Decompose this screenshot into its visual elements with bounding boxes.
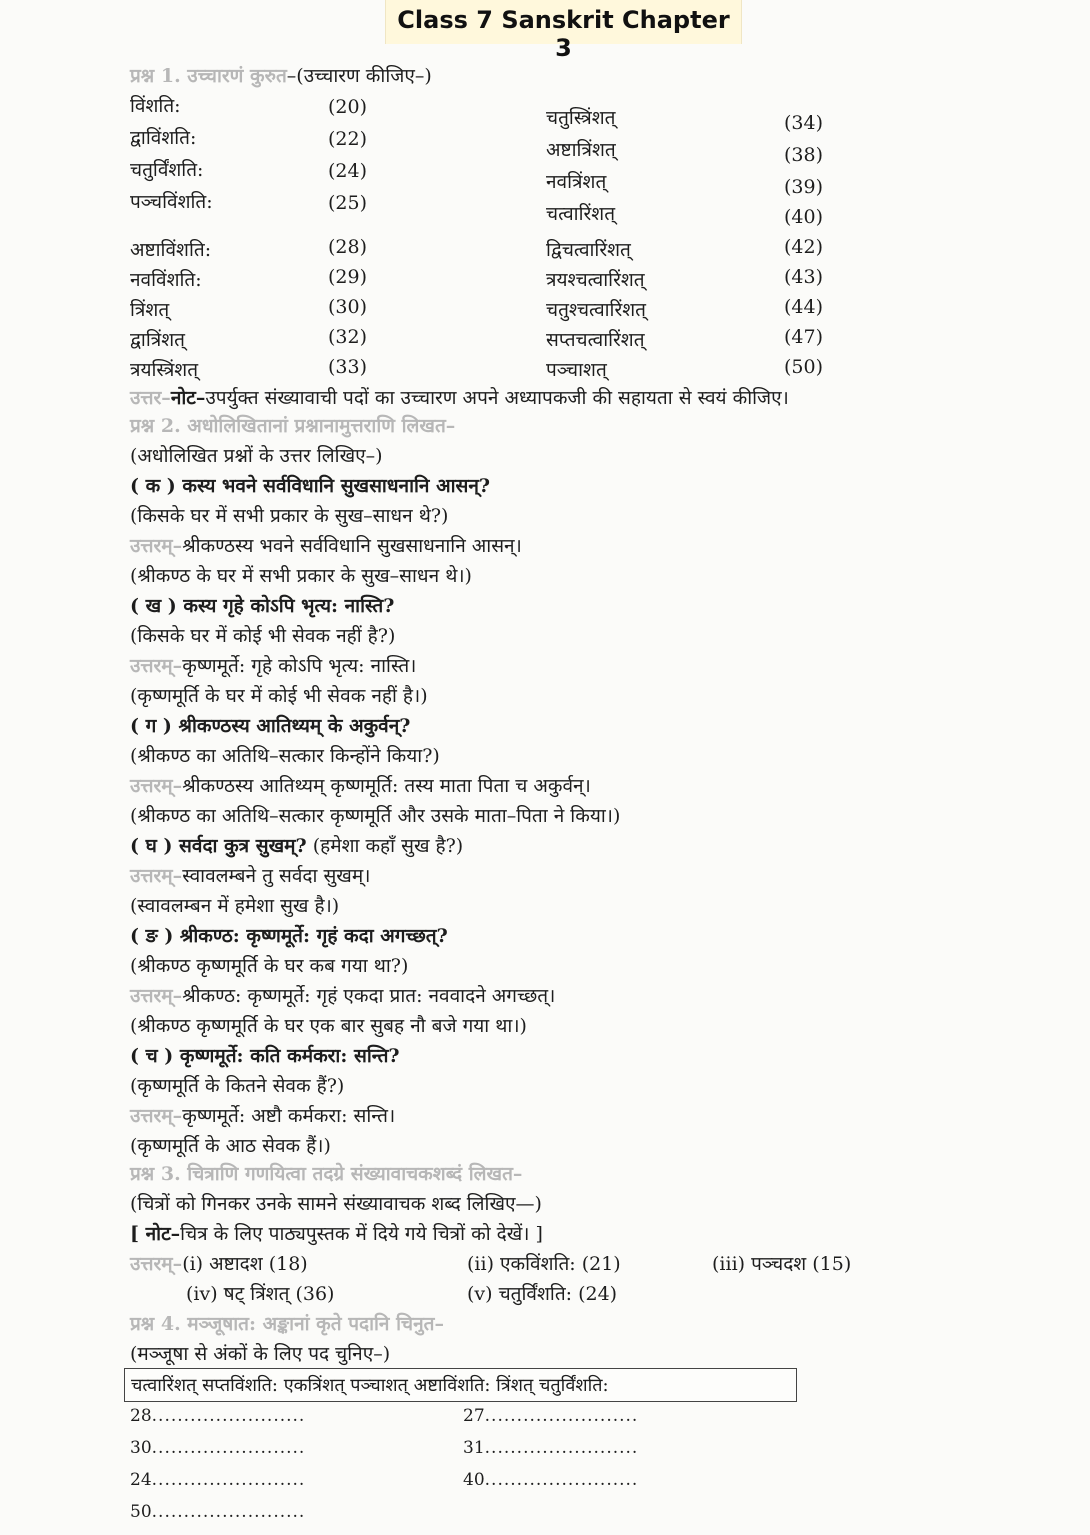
blank-dots: ........................ (484, 1470, 639, 1490)
number-value: (33) (328, 356, 368, 378)
number-word: पञ्चाशत् (546, 359, 607, 381)
q1-prompt: प्रश्न 1. उच्चारणं कुरुत (130, 65, 287, 87)
answer-hindi: (कृष्णमूर्ति के घर में कोई भी सेवक नहीं है।) (130, 685, 428, 707)
answer-label: उत्तरम्– (130, 985, 183, 1007)
question-item: ( क ) कस्य भवने सर्वविधानि सुखसाधनानि आसन्? (130, 475, 491, 497)
answer-item: (iv) षट् त्रिंशत् (36) (186, 1283, 335, 1305)
note-text: चित्र के लिए पाठ्यपुस्तक में दिये गये चित्रों को देखें। ] (180, 1223, 543, 1245)
q4-prompt-hi: (मञ्जूषा से अंकों के लिए पद चुनिए–) (130, 1343, 391, 1365)
answer-line (130, 532, 522, 558)
blank-dots: ........................ (151, 1438, 306, 1458)
question-item: ( च ) कृष्णमूर्ते: कति कर्मकरा: सन्ति? (130, 1045, 400, 1067)
number-value: (39) (784, 176, 824, 198)
answer-label: उत्तरम्– (130, 1253, 183, 1275)
number-value: (38) (784, 144, 824, 166)
blank-number: 31 (463, 1438, 485, 1458)
answer-text: श्रीकण्ठ: कृष्णमूर्ते: गृहं एकदा प्रात: नववादने अगच्छत्। (182, 985, 556, 1007)
answer-hindi: (श्रीकण्ठ कृष्णमूर्ति के घर एक बार सुबह नौ बजे गया था।) (130, 1015, 527, 1037)
q3-answer-row-1 (130, 1250, 308, 1276)
blank-dots: ........................ (151, 1502, 306, 1522)
number-word: त्रयस्त्रिंशत् (130, 359, 199, 381)
number-value: (47) (784, 326, 824, 348)
blank-number: 24 (130, 1470, 152, 1490)
answer-hindi: (कृष्णमूर्ति के आठ सेवक हैं।) (130, 1135, 331, 1157)
question-hindi: (हमेशा कहाँ सुख है?) (312, 835, 464, 857)
note-label: [ नोट– (130, 1223, 181, 1245)
answer-label: उत्तरम्– (130, 535, 183, 557)
blank-number: 27 (463, 1406, 485, 1426)
number-word: चतुर्विंशति: (130, 159, 204, 181)
number-word: अष्टाविंशति: (130, 239, 212, 261)
answer-text: कृष्णमूर्ते: अष्टौ कर्मकरा: सन्ति। (182, 1105, 396, 1127)
blank-dots: ........................ (151, 1470, 306, 1490)
answer-item: (v) चतुर्विंशति: (24) (467, 1283, 618, 1305)
fill-blank (130, 1406, 305, 1426)
q2-prompt: प्रश्न 2. अधोलिखितानां प्रश्नानामुत्तराणि लिखत– (130, 415, 456, 437)
fill-blank (130, 1438, 305, 1458)
number-value: (25) (328, 192, 368, 214)
number-value: (30) (328, 296, 368, 318)
question-item: ( ङ ) श्रीकण्ठ: कृष्णमूर्ते: गृहं कदा अगच्छत्? (130, 925, 448, 947)
answer-text: श्रीकण्ठस्य आतिथ्यम् कृष्णमूर्ति: तस्य माता पिता च अकुर्वन्। (182, 775, 591, 797)
answer-label: उत्तरम्– (130, 865, 183, 887)
question-hindi: (श्रीकण्ठ कृष्णमूर्ति के घर कब गया था?) (130, 955, 409, 977)
question-item: ( घ ) सर्वदा कुत्र सुखम्? (130, 835, 307, 857)
answer-text: कृष्णमूर्ते: गृहे कोऽपि भृत्य: नास्ति। (182, 655, 417, 677)
question-hindi: (किसके घर में सभी प्रकार के सुख–साधन थे?) (130, 505, 449, 527)
blank-number: 28 (130, 1406, 152, 1426)
blank-number: 40 (463, 1470, 485, 1490)
answer-line (130, 862, 370, 888)
answer-line (130, 982, 555, 1008)
question-hindi: (किसके घर में कोई भी सेवक नहीं है?) (130, 625, 396, 647)
blank-dots: ........................ (151, 1406, 306, 1426)
blank-number: 30 (130, 1438, 152, 1458)
number-value: (32) (328, 326, 368, 348)
answer-line (130, 652, 416, 678)
question-hindi: (कृष्णमूर्ति के कितने सेवक हैं?) (130, 1075, 345, 1097)
number-value: (22) (328, 128, 368, 150)
answer-label: उत्तरम्– (130, 1105, 183, 1127)
number-word: नवविंशति: (130, 269, 202, 291)
number-value: (44) (784, 296, 824, 318)
q3-prompt-hi: (चित्रों को गिनकर उनके सामने संख्यावाचक शब्द लिखिए—) (130, 1193, 542, 1215)
answer-text: श्रीकण्ठस्य भवने सर्वविधानि सुखसाधनानि आसन्। (182, 535, 522, 557)
question-hindi: (श्रीकण्ठ का अतिथि–सत्कार किन्होंने किया?) (130, 745, 440, 767)
q3-note (130, 1220, 543, 1246)
number-word: त्रिंशत् (130, 299, 170, 321)
number-word: अष्टात्रिंशत् (546, 139, 616, 161)
number-word: विंशति: (130, 95, 181, 117)
fill-blank (463, 1470, 638, 1490)
number-word: द्वाविंशति: (130, 127, 197, 149)
answer-text: उपर्युक्त संख्यावाची पदों का उच्चारण अपने अध्यापकजी की सहायता से स्वयं कीजिए। (205, 387, 789, 409)
number-value: (24) (328, 160, 368, 182)
number-word: द्वात्रिंशत् (130, 329, 186, 351)
fill-blank (130, 1470, 305, 1490)
answer-item: (iii) पञ्चदश (15) (712, 1253, 852, 1275)
number-word: चतुश्चत्वारिंशत् (546, 299, 646, 321)
answer-line (130, 772, 591, 798)
fill-blank (463, 1438, 638, 1458)
answer-hindi: (स्वावलम्बन में हमेशा सुख है।) (130, 895, 340, 917)
note-label: नोट– (170, 387, 206, 409)
answer-label: उत्तरम्– (130, 655, 183, 677)
question-item: ( ग ) श्रीकण्ठस्य आतिथ्यम् के अकुर्वन्? (130, 715, 411, 737)
fill-blank (130, 1502, 305, 1522)
number-value: (29) (328, 266, 368, 288)
number-word: नवत्रिंशत् (546, 171, 607, 193)
number-value: (43) (784, 266, 824, 288)
answer-text: स्वावलम्बने तु सर्वदा सुखम्। (182, 865, 371, 887)
number-value: (20) (328, 96, 368, 118)
page-title: Class 7 Sanskrit Chapter 3 (397, 6, 730, 62)
answer-line (130, 1102, 395, 1128)
question-row (130, 832, 463, 858)
number-word: पञ्चविंशति: (130, 191, 213, 213)
word-box (124, 1368, 797, 1402)
q2-prompt-hi: (अधोलिखित प्रश्नों के उत्तर लिखिए–) (130, 445, 383, 467)
q4-prompt: प्रश्न 4. मञ्जूषात: अङ्कानां कृते पदानि चिनुत– (130, 1313, 444, 1335)
question-item: ( ख ) कस्य गृहे कोऽपि भृत्य: नास्ति? (130, 595, 395, 617)
number-value: (50) (784, 356, 824, 378)
q1-heading (130, 62, 432, 88)
number-word: चत्वारिंशत् (546, 203, 616, 225)
q1-prompt-hi: –(उच्चारण कीजिए–) (286, 65, 432, 87)
title-banner (385, 0, 742, 62)
answer-hindi: (श्रीकण्ठ के घर में सभी प्रकार के सुख–साधन थे।) (130, 565, 472, 587)
answer-hindi: (श्रीकण्ठ का अतिथि–सत्कार कृष्णमूर्ति और उसके माता–पिता ने किया।) (130, 805, 621, 827)
number-word: चतुस्त्रिंशत् (546, 107, 616, 129)
blank-number: 50 (130, 1502, 152, 1522)
fill-blank (463, 1406, 638, 1426)
number-word: सप्तचत्वारिंशत् (546, 329, 645, 351)
number-value: (34) (784, 112, 824, 134)
q3-prompt: प्रश्न 3. चित्राणि गणयित्वा तदग्रे संख्यावाचकशब्दं लिखत– (130, 1163, 523, 1185)
number-value: (40) (784, 206, 824, 228)
blank-dots: ........................ (484, 1438, 639, 1458)
number-value: (28) (328, 236, 368, 258)
q1-answer (130, 384, 789, 410)
number-word: द्विचत्वारिंशत् (546, 239, 631, 261)
blank-dots: ........................ (484, 1406, 639, 1426)
answer-item: (ii) एकविंशति: (21) (467, 1253, 621, 1275)
answer-item: (i) अष्टादश (18) (182, 1253, 308, 1275)
answer-label: उत्तरम्– (130, 775, 183, 797)
answer-label: उत्तर– (130, 387, 171, 409)
number-word: त्रयश्चत्वारिंशत् (546, 269, 645, 291)
word-box-text: चत्वारिंशत् सप्तविंशति: एकत्रिंशत् पञ्चाशत् अष्टाविंशति: त्रिंशत् चतुर्विंशति: (131, 1375, 609, 1396)
number-value: (42) (784, 236, 824, 258)
